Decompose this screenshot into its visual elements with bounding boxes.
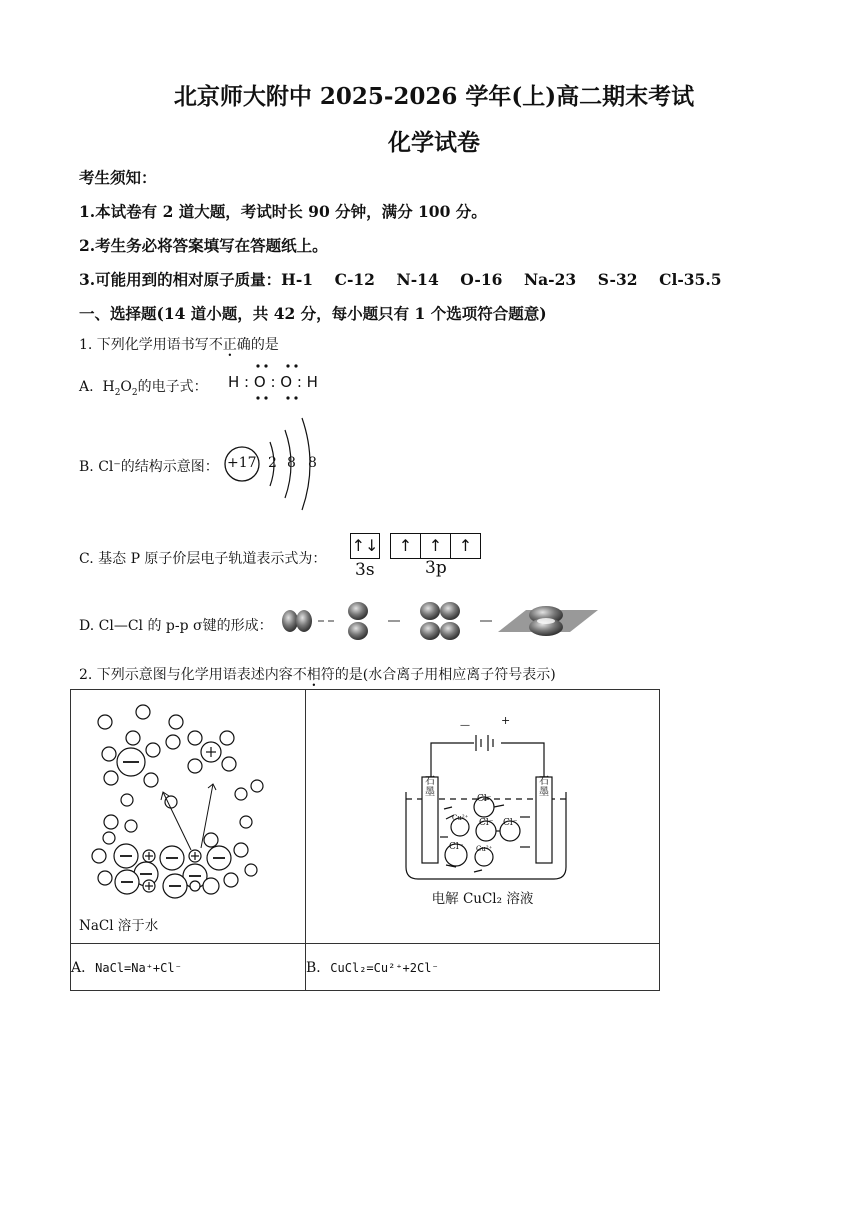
cell-b-caption: 电解 CuCl₂ 溶液	[431, 891, 534, 907]
page-title: 北京师大附中 2025-2026 学年(上)高二期末考试	[173, 83, 695, 110]
notice-heading: 考生须知：	[79, 168, 157, 187]
orbital-3p-1: ↑	[390, 533, 421, 559]
answer-a-label: A．	[71, 960, 96, 976]
electrolysis-diagram	[306, 697, 659, 887]
nacl-dissolution-diagram	[71, 692, 305, 914]
q1-option-a-label: A.	[79, 379, 94, 395]
lewis-structure: H : O : O : H	[228, 373, 318, 391]
orbital-label-3p: 3p	[425, 558, 447, 578]
ion-cu-2: Cu²⁺	[476, 845, 493, 853]
page-subtitle: 化学试卷	[388, 129, 480, 156]
answer-b-equation: CuCl₂=Cu²⁺+2Cl⁻	[330, 961, 439, 975]
notice-item-1: 1.本试卷有 2 道大题，考试时长 90 分钟，满分 100 分。	[79, 202, 487, 221]
nucleus-label: +17	[227, 455, 257, 471]
shell-3-count: 8	[308, 455, 317, 471]
q1-option-d: D. Cl—Cl 的 p-p σ键的形成：	[79, 618, 273, 634]
orbital-3p-3: ↑	[450, 533, 481, 559]
answer-a	[71, 944, 306, 991]
answer-a-equation: NaCl=Na⁺+Cl⁻	[95, 961, 182, 975]
shell-1-count: 2	[268, 455, 277, 471]
answer-b-label: B．	[306, 960, 331, 976]
orbital-3p-2: ↑	[420, 533, 451, 559]
ion-cl-4: Cl⁻	[449, 842, 464, 852]
battery-minus: —	[460, 720, 470, 731]
q1-stem-prefix: 1. 下列化学用语书写	[79, 337, 209, 353]
formula-sub-1: 2	[114, 387, 121, 398]
formula-sub-2: 2	[131, 387, 138, 398]
lewis-dots	[228, 362, 338, 404]
notice-item-3: 3.可能用到的相对原子质量：H-1 C-12 N-14 O-16 Na-23 S-32 Cl-35.5	[79, 270, 722, 289]
battery-plus: +	[501, 714, 511, 727]
orbital-3s: ↑↓	[350, 533, 380, 559]
q2-stem-suffix: 的是(水合离子用相应离子符号表示)	[334, 667, 556, 683]
ion-cl-2: Cl⁻	[479, 818, 494, 828]
q1-stem	[79, 334, 279, 354]
cell-a-caption: NaCl 溶于水	[79, 918, 159, 934]
ion-cu-1: Cu²⁺	[452, 814, 469, 822]
notice-item-2: 2.考生务必将答案填写在答题纸上。	[79, 236, 328, 255]
answer-b	[306, 944, 660, 991]
electrode-right-label: 石墨	[539, 776, 549, 798]
formula-o: O	[120, 379, 132, 395]
sigma-bond-diagram	[280, 598, 600, 644]
q1-option-c: C. 基态 P 原子价层电子轨道表示式为：	[79, 551, 327, 567]
q1-option-a-text: 的电子式：	[137, 379, 208, 395]
q1-stem-emphasis: 不正确	[208, 337, 251, 353]
q2-stem-prefix: 2. 下列示意图与化学用语表述内容	[79, 667, 293, 683]
q1-stem-suffix: 的是	[250, 337, 279, 353]
ion-cl-1: Cl⁻	[477, 794, 492, 804]
ion-cl-3: Cl⁻	[503, 818, 518, 828]
q2-stem-emphasis: 不相符	[292, 667, 335, 683]
orbital-label-3s: 3s	[355, 560, 375, 580]
electrode-left-label: 石墨	[425, 776, 435, 798]
section-heading: 一、选择题(14 道小题，共 42 分，每小题只有 1 个选项符合题意)	[79, 304, 547, 323]
q2-table	[70, 689, 660, 991]
shell-2-count: 8	[287, 455, 296, 471]
q1-option-a	[79, 376, 208, 398]
q1-option-b: B. Cl⁻的结构示意图：	[79, 459, 219, 475]
cell-nacl-dissolve	[71, 690, 306, 944]
cell-cucl2-electrolysis	[306, 690, 660, 944]
q2-stem	[79, 664, 556, 684]
formula-h: H	[102, 379, 115, 395]
